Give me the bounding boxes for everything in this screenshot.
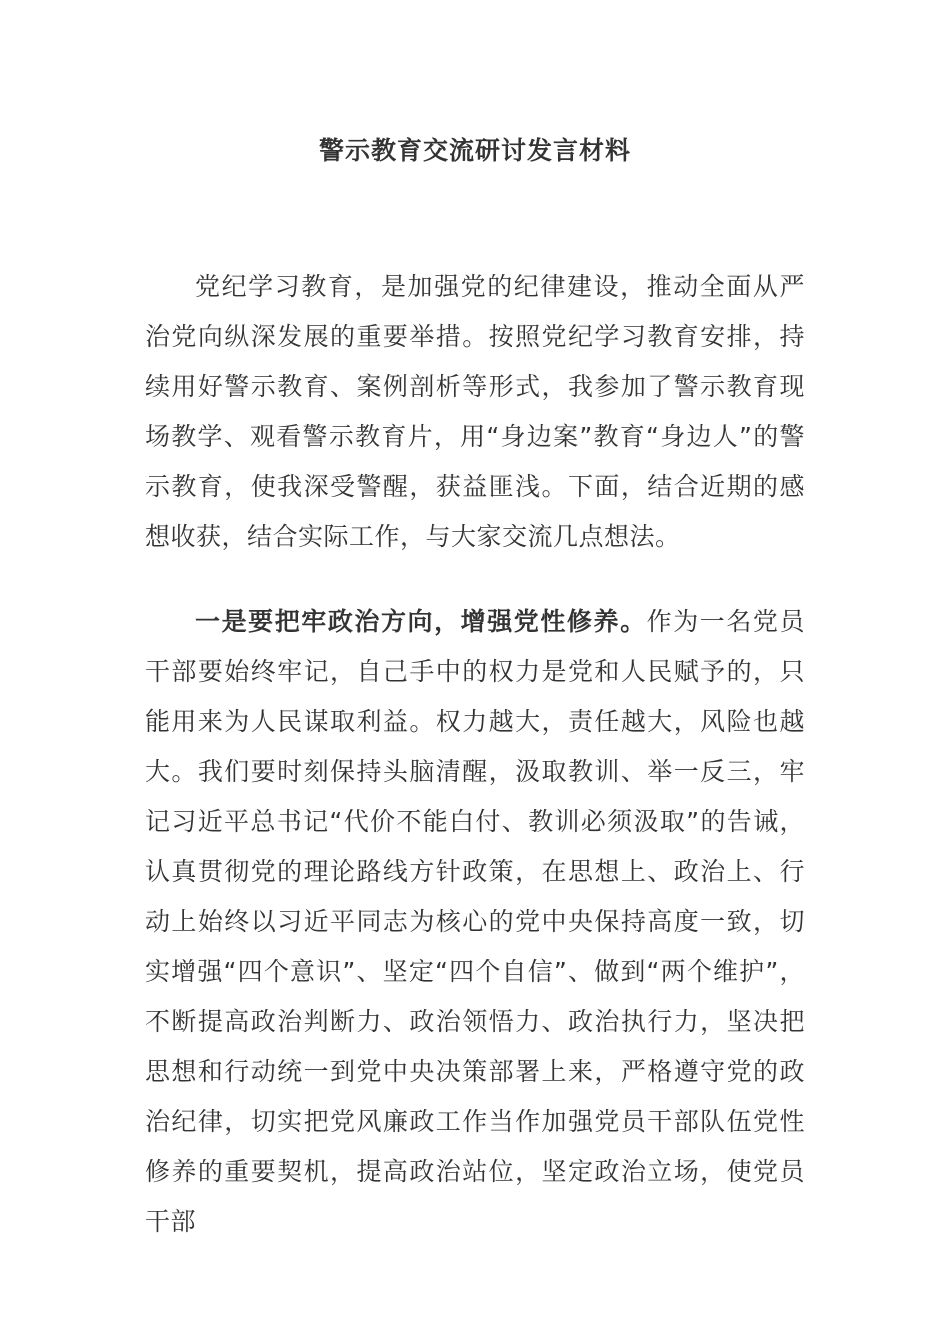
paragraph-point-one bbox=[145, 597, 805, 1247]
document-title: 警示教育交流研讨发言材料 bbox=[318, 136, 631, 165]
paragraph-intro-text: 党纪学习教育，是加强党的纪律建设，推动全面从严治党向纵深发展的重要举措。按照党纪学习教育安排，持续用好警示教育、案例剖析等形式，我参加了警示教育现场教学、观看警示教育片，用“身边案”教育“身边人”的警示教育，使我深受警醒，获益匪浅。下面，结合近期的感想收获，结合实际工作，与大家交流几点想法。 bbox=[145, 272, 805, 551]
paragraph-point-one-heading: 一是要把牢政治方向，增强党性修养。 bbox=[195, 607, 647, 636]
paragraph-point-one-text: 作为一名党员干部要始终牢记，自己手中的权力是党和人民赋予的，只能用来为人民谋取利益。权力越大，责任越大，风险也越大。我们要时刻保持头脑清醒，汲取教训、举一反三，牢记习近平总书记“代价不能白付、教训必须汲取”的告诫，认真贯彻党的理论路线方针政策，在思想上、政治上、行动上始终以习近平同志为核心的党中央保持高度一致，切实增强“四个意识”、坚定“四个自信”、做到“两个维护”，不断提高政治判断力、政治领悟力、政治执行力，坚决把思想和行动统一到党中央决策部署上来，严格遵守党的政治纪律，切实把党风廉政工作当作加强党员干部队伍党性修养的重要契机，提高政治站位，坚定政治立场，使党员干部 bbox=[145, 607, 805, 1236]
paragraph-intro bbox=[145, 262, 805, 562]
